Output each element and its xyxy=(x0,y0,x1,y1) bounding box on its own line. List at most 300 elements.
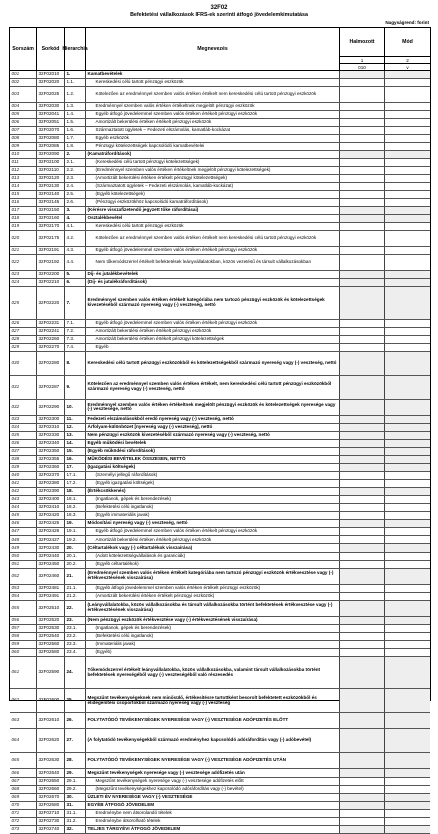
row-halmozott-cell[interactable] xyxy=(340,520,385,527)
row-megnevezes xyxy=(86,344,340,351)
row-mod-cell[interactable] xyxy=(385,416,430,423)
row-megnevezes-text: (A folytatódó tevékenységekből származó eredményhez kapcsolódó adóráfordítás vagy (-) adóbevétel) xyxy=(87,737,312,743)
row-sorkod-text: 32F02145 xyxy=(38,199,60,205)
row-mod-cell[interactable] xyxy=(385,231,430,246)
row-mod-cell[interactable] xyxy=(385,601,430,616)
row-megnevezes xyxy=(86,528,340,535)
row-sorkod xyxy=(37,71,65,78)
row-halmozott-cell[interactable] xyxy=(340,794,385,801)
row-hierarchia-text: 2.3. xyxy=(66,174,75,180)
row-halmozott-cell[interactable] xyxy=(340,496,385,503)
row-sorkod-text: 32F02390 xyxy=(38,488,60,494)
row-sorkod xyxy=(37,512,65,519)
row-sorszam xyxy=(10,657,37,688)
row-sorkod xyxy=(37,633,65,640)
row-halmozott-cell[interactable] xyxy=(340,472,385,479)
row-halmozott-cell[interactable] xyxy=(340,488,385,495)
row-hierarchia xyxy=(65,183,86,190)
row-hierarchia-text: 20. xyxy=(66,544,73,550)
row-megnevezes-text: Eredménybe átsorolható tételek xyxy=(95,817,161,823)
row-mod-cell[interactable] xyxy=(385,689,430,712)
row-sorkod-text: 32F02085 xyxy=(38,142,60,148)
row-halmozott-cell[interactable] xyxy=(340,512,385,519)
row-hierarchia-text: 4.2. xyxy=(66,235,75,241)
row-halmozott-cell[interactable] xyxy=(340,215,385,222)
row-mod-cell[interactable] xyxy=(385,617,430,624)
row-hierarchia xyxy=(65,215,86,222)
col-header-sorszam: Sorszám xyxy=(10,28,37,70)
row-sorszam-text: 003 xyxy=(11,90,20,96)
row-mod-cell[interactable] xyxy=(385,802,430,809)
row-mod-cell[interactable] xyxy=(385,729,430,752)
row-megnevezes-text: (Ingatlanok, gépek és berendezések) xyxy=(95,496,172,502)
row-hierarchia-text: 21.1. xyxy=(66,584,77,590)
row-sorszam xyxy=(10,255,37,270)
row-mod-cell[interactable] xyxy=(385,713,430,728)
row-mod-cell[interactable] xyxy=(385,585,430,592)
row-mod-cell[interactable] xyxy=(385,544,430,551)
row-halmozott-cell[interactable] xyxy=(340,103,385,110)
row-megnevezes xyxy=(86,633,340,640)
row-halmozott-cell[interactable] xyxy=(340,344,385,351)
row-mod-cell[interactable] xyxy=(385,79,430,86)
row-mod-cell[interactable] xyxy=(385,818,430,825)
row-halmozott-cell[interactable] xyxy=(340,400,385,415)
row-megnevezes-text: Amortizált bekerülési értéken értékelt pénzügyi kötelezettségek xyxy=(95,335,224,341)
row-sorszam-text: 011 xyxy=(11,158,19,164)
row-mod-cell[interactable] xyxy=(385,424,430,431)
row-mod-cell[interactable] xyxy=(385,440,430,447)
row-mod-cell[interactable] xyxy=(385,480,430,487)
row-mod-cell[interactable] xyxy=(385,376,430,399)
row-sorkod xyxy=(37,617,65,624)
row-halmozott-cell[interactable] xyxy=(340,536,385,543)
row-megnevezes xyxy=(86,625,340,632)
row-halmozott-cell[interactable] xyxy=(340,633,385,640)
table-row xyxy=(10,649,430,657)
row-mod-cell[interactable] xyxy=(385,111,430,118)
row-mod-cell[interactable] xyxy=(385,520,430,527)
row-megnevezes xyxy=(86,432,340,439)
row-megnevezes xyxy=(86,649,340,656)
row-halmozott-cell[interactable] xyxy=(340,786,385,793)
row-mod-cell[interactable] xyxy=(385,175,430,182)
row-sorkod xyxy=(37,536,65,543)
row-sorszam xyxy=(10,512,37,519)
row-hierarchia-text: 12. xyxy=(66,424,73,430)
row-halmozott-cell[interactable] xyxy=(340,175,385,182)
row-mod-cell[interactable] xyxy=(385,641,430,648)
row-sorszam xyxy=(10,440,37,447)
row-halmozott-cell[interactable] xyxy=(340,480,385,487)
row-megnevezes xyxy=(86,818,340,825)
row-sorkod xyxy=(37,87,65,102)
row-mod-cell[interactable] xyxy=(385,569,430,584)
row-mod-cell[interactable] xyxy=(385,279,430,286)
row-halmozott-cell[interactable] xyxy=(340,818,385,825)
row-sorkod-text: 32F02600 xyxy=(38,697,60,703)
row-mod-cell[interactable] xyxy=(385,223,430,230)
row-sorkod-text: 32F02680 xyxy=(38,801,60,807)
row-halmozott-cell[interactable] xyxy=(340,826,385,833)
row-hierarchia-text: 16. xyxy=(66,456,73,462)
row-halmozott-cell[interactable] xyxy=(340,271,385,278)
row-mod-cell[interactable] xyxy=(385,344,430,351)
row-halmozott-cell[interactable] xyxy=(340,802,385,809)
row-sorszam xyxy=(10,215,37,222)
row-hierarchia xyxy=(65,127,86,134)
row-halmozott-cell[interactable] xyxy=(340,320,385,327)
row-sorkod xyxy=(37,810,65,817)
row-halmozott-cell[interactable] xyxy=(340,456,385,463)
row-megnevezes-text: Származtatott ügyletek – Fedezeti elszámolás, kamatláb-kockázat xyxy=(95,126,231,132)
row-hierarchia-text: 2.1. xyxy=(66,158,75,164)
row-halmozott-cell[interactable] xyxy=(340,159,385,166)
row-halmozott-cell[interactable] xyxy=(340,657,385,688)
row-sorszam xyxy=(10,593,37,600)
row-mod-cell[interactable] xyxy=(385,786,430,793)
row-sorkod xyxy=(37,601,65,616)
table-row xyxy=(10,826,430,834)
row-sorszam-text: 053 xyxy=(11,584,20,590)
row-mod-cell[interactable] xyxy=(385,432,430,439)
row-mod-cell[interactable] xyxy=(385,207,430,214)
row-megnevezes xyxy=(86,769,340,776)
table-row xyxy=(10,159,430,167)
row-halmozott-cell[interactable] xyxy=(340,119,385,126)
row-hierarchia xyxy=(65,480,86,487)
row-halmozott-cell[interactable] xyxy=(340,729,385,752)
row-sorszam-text: 044 xyxy=(11,504,20,510)
row-sorkod xyxy=(37,183,65,190)
row-mod-cell[interactable] xyxy=(385,553,430,560)
row-sorszam xyxy=(10,585,37,592)
row-halmozott-cell[interactable] xyxy=(340,641,385,648)
row-halmozott-cell[interactable] xyxy=(340,352,385,375)
row-halmozott-cell[interactable] xyxy=(340,183,385,190)
row-megnevezes-text: (Egyéb kötelezettségek) xyxy=(95,191,145,197)
row-sorszam-text: 002 xyxy=(11,78,20,84)
row-hierarchia-text: 2.5. xyxy=(66,191,75,197)
row-sorkod xyxy=(37,400,65,415)
row-megnevezes-text: EGYÉB ÁTFOGÓ JÖVEDELEM xyxy=(87,801,155,807)
row-mod-cell[interactable] xyxy=(385,191,430,198)
row-sorszam-text: 046 xyxy=(11,520,20,526)
table-row xyxy=(10,512,430,520)
row-sorkod-text: 32F02025 xyxy=(38,90,60,96)
row-hierarchia xyxy=(65,199,86,206)
row-hierarchia-text: 17. xyxy=(66,464,73,470)
table-row xyxy=(10,794,430,802)
row-halmozott-cell[interactable] xyxy=(340,279,385,286)
row-halmozott-cell[interactable] xyxy=(340,753,385,768)
row-sorkod xyxy=(37,143,65,150)
row-mod-cell[interactable] xyxy=(385,320,430,327)
row-sorkod xyxy=(37,641,65,648)
row-mod-cell[interactable] xyxy=(385,151,430,158)
row-mod-cell[interactable] xyxy=(385,400,430,415)
row-megnevezes xyxy=(86,207,340,214)
row-halmozott-cell[interactable] xyxy=(340,432,385,439)
table-row xyxy=(10,279,430,287)
row-hierarchia-text: 1.8. xyxy=(66,142,75,148)
row-halmozott-cell[interactable] xyxy=(340,448,385,455)
table-row xyxy=(10,504,430,512)
row-sorszam-text: 056 xyxy=(11,616,20,622)
row-megnevezes xyxy=(86,127,340,134)
table-row xyxy=(10,167,430,175)
row-hierarchia xyxy=(65,601,86,616)
table-row xyxy=(10,641,430,649)
row-hierarchia xyxy=(65,561,86,568)
row-sorkod-text: 32F02140 xyxy=(38,191,60,197)
row-halmozott-cell[interactable] xyxy=(340,143,385,150)
row-mod-cell[interactable] xyxy=(385,536,430,543)
row-mod-cell[interactable] xyxy=(385,826,430,833)
table-row xyxy=(10,544,430,552)
row-halmozott-cell[interactable] xyxy=(340,593,385,600)
row-sorszam xyxy=(10,641,37,648)
row-sorszam xyxy=(10,135,37,142)
row-halmozott-cell[interactable] xyxy=(340,328,385,335)
row-halmozott-cell[interactable] xyxy=(340,569,385,584)
table-row xyxy=(10,657,430,689)
row-halmozott-cell[interactable] xyxy=(340,167,385,174)
row-hierarchia xyxy=(65,593,86,600)
row-halmozott-cell[interactable] xyxy=(340,585,385,592)
row-mod-cell[interactable] xyxy=(385,247,430,254)
row-mod-cell[interactable] xyxy=(385,143,430,150)
row-mod-cell[interactable] xyxy=(385,183,430,190)
row-hierarchia-text: 4.1. xyxy=(66,223,75,229)
row-hierarchia-text: 20.1. xyxy=(66,552,77,558)
row-sorkod xyxy=(37,794,65,801)
row-sorkod xyxy=(37,336,65,343)
row-sorszam-text: 039 xyxy=(11,464,20,470)
row-sorszam xyxy=(10,625,37,632)
row-mod-cell[interactable] xyxy=(385,328,430,335)
row-halmozott-cell[interactable] xyxy=(340,424,385,431)
row-sorszam-text: 051 xyxy=(11,560,20,566)
row-halmozott-cell[interactable] xyxy=(340,649,385,656)
row-halmozott-cell[interactable] xyxy=(340,376,385,399)
row-sorszam xyxy=(10,376,37,399)
row-sorszam-text: 048 xyxy=(11,536,20,542)
row-sorkod xyxy=(37,352,65,375)
row-halmozott-cell[interactable] xyxy=(340,207,385,214)
row-megnevezes-text: Megszűnt tevékenységeknek nem minősülő, értékesítésre tartottként besorolt befektetett eszközökből és elidegenítési csoportokból származó nyereség vagy (-) veszteség xyxy=(87,694,317,705)
row-mod-cell[interactable] xyxy=(385,561,430,568)
row-halmozott-cell[interactable] xyxy=(340,464,385,471)
row-sorszam-text: 066 xyxy=(11,769,20,775)
row-hierarchia xyxy=(65,279,86,286)
row-sorszam xyxy=(10,689,37,712)
table-row xyxy=(10,569,430,585)
row-sorkod xyxy=(37,464,65,471)
row-mod-cell[interactable] xyxy=(385,649,430,656)
row-mod-cell[interactable] xyxy=(385,199,430,206)
table-row xyxy=(10,729,430,753)
table-row xyxy=(10,818,430,826)
row-halmozott-cell[interactable] xyxy=(340,111,385,118)
row-mod-cell[interactable] xyxy=(385,753,430,768)
row-mod-cell[interactable] xyxy=(385,794,430,801)
row-megnevezes xyxy=(86,320,340,327)
row-sorkod-text: 32F02440 xyxy=(38,552,60,558)
row-mod-cell[interactable] xyxy=(385,287,430,318)
row-hierarchia xyxy=(65,376,86,399)
row-sorszam-text: 018 xyxy=(11,215,20,221)
row-megnevezes xyxy=(86,512,340,519)
row-sorkod xyxy=(37,544,65,551)
row-halmozott-cell[interactable] xyxy=(340,553,385,560)
row-halmozott-cell[interactable] xyxy=(340,231,385,246)
table-row xyxy=(10,561,430,569)
row-mod-cell[interactable] xyxy=(385,336,430,343)
row-mod-cell[interactable] xyxy=(385,167,430,174)
row-halmozott-cell[interactable] xyxy=(340,778,385,785)
row-halmozott-cell[interactable] xyxy=(340,561,385,568)
row-halmozott-cell[interactable] xyxy=(340,689,385,712)
row-halmozott-cell[interactable] xyxy=(340,601,385,616)
row-mod-cell[interactable] xyxy=(385,87,430,102)
table-row xyxy=(10,223,430,231)
row-mod-cell[interactable] xyxy=(385,352,430,375)
row-megnevezes-text: Kereskedési célú tartott pénzügyi eszközök xyxy=(95,78,184,84)
row-halmozott-cell[interactable] xyxy=(340,79,385,86)
row-halmozott-cell[interactable] xyxy=(340,87,385,102)
row-sorkod-text: 32F02175 xyxy=(38,235,60,241)
row-hierarchia-text: 4.3. xyxy=(66,247,75,253)
row-halmozott-cell[interactable] xyxy=(340,199,385,206)
row-mod-cell[interactable] xyxy=(385,593,430,600)
col-header-halmozott: Halmozott xyxy=(340,28,385,56)
table-row xyxy=(10,536,430,544)
row-halmozott-cell[interactable] xyxy=(340,713,385,728)
row-mod-cell[interactable] xyxy=(385,528,430,535)
row-mod-cell[interactable] xyxy=(385,271,430,278)
row-sorszam-text: 012 xyxy=(11,166,20,172)
row-megnevezes-text: (Igazgatási költségek) xyxy=(87,464,136,470)
row-sorkod-text: 32F02640 xyxy=(38,769,60,775)
row-halmozott-cell[interactable] xyxy=(340,440,385,447)
row-halmozott-cell[interactable] xyxy=(340,625,385,632)
row-mod-cell[interactable] xyxy=(385,633,430,640)
row-mod-cell[interactable] xyxy=(385,103,430,110)
row-hierarchia xyxy=(65,448,86,455)
row-megnevezes xyxy=(86,255,340,270)
row-sorszam-text: 049 xyxy=(11,544,20,550)
row-megnevezes xyxy=(86,352,340,375)
row-sorkod-text: 32F02270 xyxy=(38,343,60,349)
row-sorkod-text: 32F02510 xyxy=(38,604,60,610)
table-row xyxy=(10,151,430,159)
row-halmozott-cell[interactable] xyxy=(340,71,385,78)
row-halmozott-cell[interactable] xyxy=(340,151,385,158)
row-mod-cell[interactable] xyxy=(385,810,430,817)
row-halmozott-cell[interactable] xyxy=(340,617,385,624)
row-mod-cell[interactable] xyxy=(385,119,430,126)
row-halmozott-cell[interactable] xyxy=(340,247,385,254)
row-mod-cell[interactable] xyxy=(385,159,430,166)
row-mod-cell[interactable] xyxy=(385,512,430,519)
table-header xyxy=(10,28,430,70)
row-sorkod xyxy=(37,818,65,825)
row-halmozott-cell[interactable] xyxy=(340,504,385,511)
row-sorkod xyxy=(37,504,65,511)
row-hierarchia xyxy=(65,641,86,648)
row-megnevezes-text: Megszűnt tevékenységek nyeresége vagy (-) vesztesége adófizetés után xyxy=(87,769,245,775)
row-sorkod xyxy=(37,593,65,600)
row-sorszam-text: 034 xyxy=(11,424,20,430)
row-halmozott-cell[interactable] xyxy=(340,127,385,134)
row-mod-cell[interactable] xyxy=(385,215,430,222)
row-halmozott-cell[interactable] xyxy=(340,544,385,551)
row-hierarchia-text: 9. xyxy=(66,383,71,389)
row-mod-cell[interactable] xyxy=(385,448,430,455)
row-mod-cell[interactable] xyxy=(385,769,430,776)
row-mod-cell[interactable] xyxy=(385,625,430,632)
row-halmozott-cell[interactable] xyxy=(340,528,385,535)
row-sorszam-text: 023 xyxy=(11,271,20,277)
row-sorszam-text: 015 xyxy=(11,191,20,197)
row-mod-cell[interactable] xyxy=(385,657,430,688)
table-row xyxy=(10,778,430,786)
row-halmozott-cell[interactable] xyxy=(340,255,385,270)
row-megnevezes xyxy=(86,569,340,584)
row-mod-cell[interactable] xyxy=(385,255,430,270)
row-sorszam xyxy=(10,448,37,455)
row-hierarchia xyxy=(65,649,86,656)
row-mod-cell[interactable] xyxy=(385,456,430,463)
row-megnevezes xyxy=(86,159,340,166)
row-mod-cell[interactable] xyxy=(385,472,430,479)
row-sorkod-text: 32F02427 xyxy=(38,536,60,542)
col-header-megnevezes: Megnevezés xyxy=(86,28,340,70)
row-mod-cell[interactable] xyxy=(385,778,430,785)
row-mod-cell[interactable] xyxy=(385,127,430,134)
row-halmozott-cell[interactable] xyxy=(340,287,385,318)
table-row xyxy=(10,191,430,199)
row-megnevezes-text: (Céltartalékok vagy (-) céltartalékok visszaírása) xyxy=(87,544,193,550)
row-mod-cell[interactable] xyxy=(385,135,430,142)
row-halmozott-cell[interactable] xyxy=(340,810,385,817)
row-hierarchia-text: 7. xyxy=(66,299,71,305)
row-hierarchia xyxy=(65,231,86,246)
row-halmozott-cell[interactable] xyxy=(340,416,385,423)
row-megnevezes-text: Egyéb átfogó jövedelemmel szemben valós értéken értékelt pénzügyi eszközök xyxy=(95,247,258,253)
row-sorszam-text: 068 xyxy=(11,785,20,791)
row-sorszam xyxy=(10,223,37,230)
row-megnevezes xyxy=(86,279,340,286)
row-mod-cell[interactable] xyxy=(385,71,430,78)
row-mod-cell[interactable] xyxy=(385,488,430,495)
table-row xyxy=(10,103,430,111)
row-sorszam-text: 032 xyxy=(11,403,20,409)
row-halmozott-cell[interactable] xyxy=(340,336,385,343)
row-halmozott-cell[interactable] xyxy=(340,223,385,230)
row-mod-cell[interactable] xyxy=(385,504,430,511)
row-hierarchia-text: 10. xyxy=(66,403,73,409)
row-halmozott-cell[interactable] xyxy=(340,769,385,776)
row-halmozott-cell[interactable] xyxy=(340,191,385,198)
row-mod-cell[interactable] xyxy=(385,464,430,471)
row-mod-cell[interactable] xyxy=(385,496,430,503)
row-halmozott-cell[interactable] xyxy=(340,135,385,142)
row-megnevezes xyxy=(86,215,340,222)
row-megnevezes xyxy=(86,657,340,688)
row-sorszam-text: 006 xyxy=(11,118,20,124)
